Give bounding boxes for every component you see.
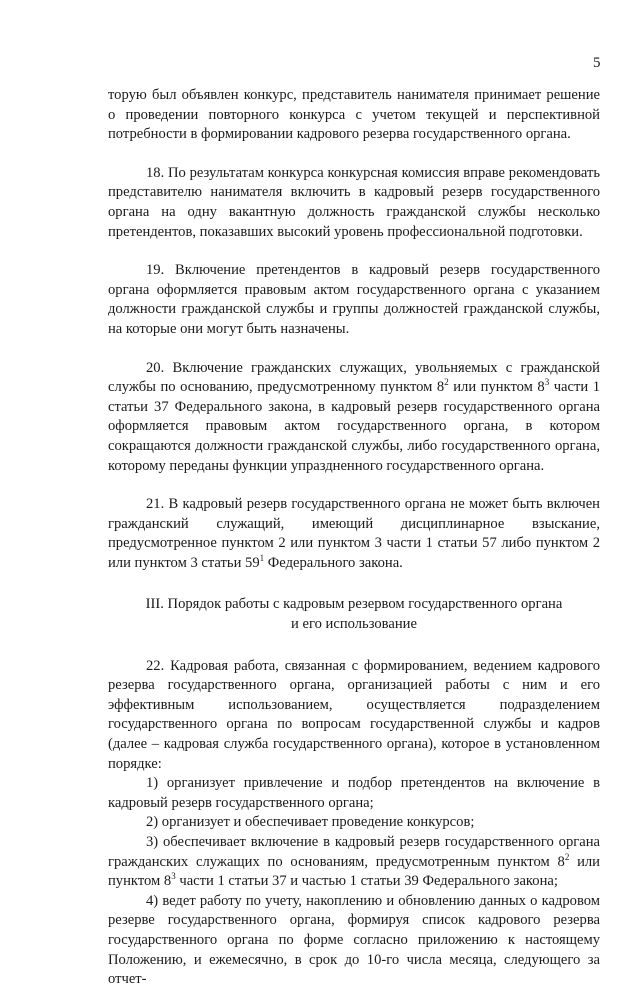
paragraph-22-item-3-text-1: 3) обеспечивает включение в кадровый резерв государственного органа гражданских служащих по основаниям, предусмотренным пунктом 8 — [108, 834, 600, 870]
paragraph-19: 19. Включение претендентов в кадровый резерв государственного органа оформляется правовым актом государственного органа с указанием должности гражданской службы и группы должностей гражданской службы, на которые они могут быть назначены. — [108, 262, 600, 337]
paragraph-21-text-2: Федерального закона. — [264, 554, 403, 571]
paragraph-17-continuation: торую был объявлен конкурс, представитель нанимателя принимает решение о проведении повторного конкурса с учетом текущей и перспективной потребности в формировании кадрового резерва государственного органа. — [108, 87, 600, 143]
paragraph-22-item-4: 4) ведет работу по учету, накоплению и обновлению данных о кадровом резерве государственного органа, формируя список кадрового резерва государственного органа по форме согласно приложению к настоящему Положению, и ежемесячно, в срок до 10-го числа месяца, следующего за отчет- — [108, 892, 600, 988]
superscript: 2 — [444, 377, 449, 388]
paragraph-20 — [108, 359, 600, 477]
paragraph-18: 18. По результатам конкурса конкурсная комиссия вправе рекомендовать представителю нанимателя включить в кадровый резерв государственного органа на одну вакантную должность гражданской службы несколько претендентов, показавших высокий уровень профессиональной подготовки. — [108, 164, 600, 240]
paragraph-21-text-1: 21. В кадровый резерв государственного органа не может быть включен гражданский служащий, имеющий дисциплинарное взыскание, предусмотренное пунктом 2 или пунктом 3 части 1 статьи 57 либо пунктом 2 или пунктом 3 статьи 59 — [108, 496, 600, 571]
paragraph-22-item-3 — [108, 833, 600, 892]
page-number: 5 — [593, 55, 601, 71]
paragraph-20-text-3: части 1 статьи 37 Федерального закона, в кадровый резерв государственного органа оформляется правовым актом государственного органа, в котором сокращаются должности гражданской службы, либо государственного органа, которому переданы функции упраздненного государственного органа. — [108, 379, 600, 474]
document-body — [108, 86, 600, 990]
paragraph-21 — [108, 495, 600, 573]
paragraph-22: 22. Кадровая работа, связанная с формированием, ведением кадрового резерва государственного органа, организацией работы с ним и его эффективным использованием, осуществляется подразделением государственного органа по вопросам государственной службы и кадров (далее – кадровая служба государственного органа), которое в установленном порядке: — [108, 657, 600, 772]
superscript: 1 — [259, 553, 265, 564]
paragraph-20-text-2: или пунктом 8 — [448, 379, 545, 396]
paragraph-22-item-1: 1) организует привлечение и подбор претендентов на включение в кадровый резерв государственного органа; — [108, 775, 600, 811]
section-3-heading-line-2: и его использование — [291, 616, 417, 633]
paragraph-22-item-3-text-2: или пунктом 8 — [108, 853, 600, 890]
superscript: 3 — [544, 377, 550, 388]
section-3-heading — [108, 595, 600, 634]
section-3-heading-line-1: III. Порядок работы с кадровым резервом государственного органа — [145, 596, 563, 613]
paragraph-22-item-2: 2) организует и обеспечивает проведение конкурсов; — [146, 814, 475, 831]
superscript: 3 — [171, 871, 176, 882]
paragraph-22-item-3-text-3: части 1 статьи 37 и частью 1 статьи 39 Федерального закона; — [175, 873, 558, 890]
paragraph-20-text-1: 20. Включение гражданских служащих, увольняемых с гражданской службы по основанию, предусмотренному пунктом 8 — [108, 359, 600, 396]
superscript: 2 — [564, 851, 570, 862]
